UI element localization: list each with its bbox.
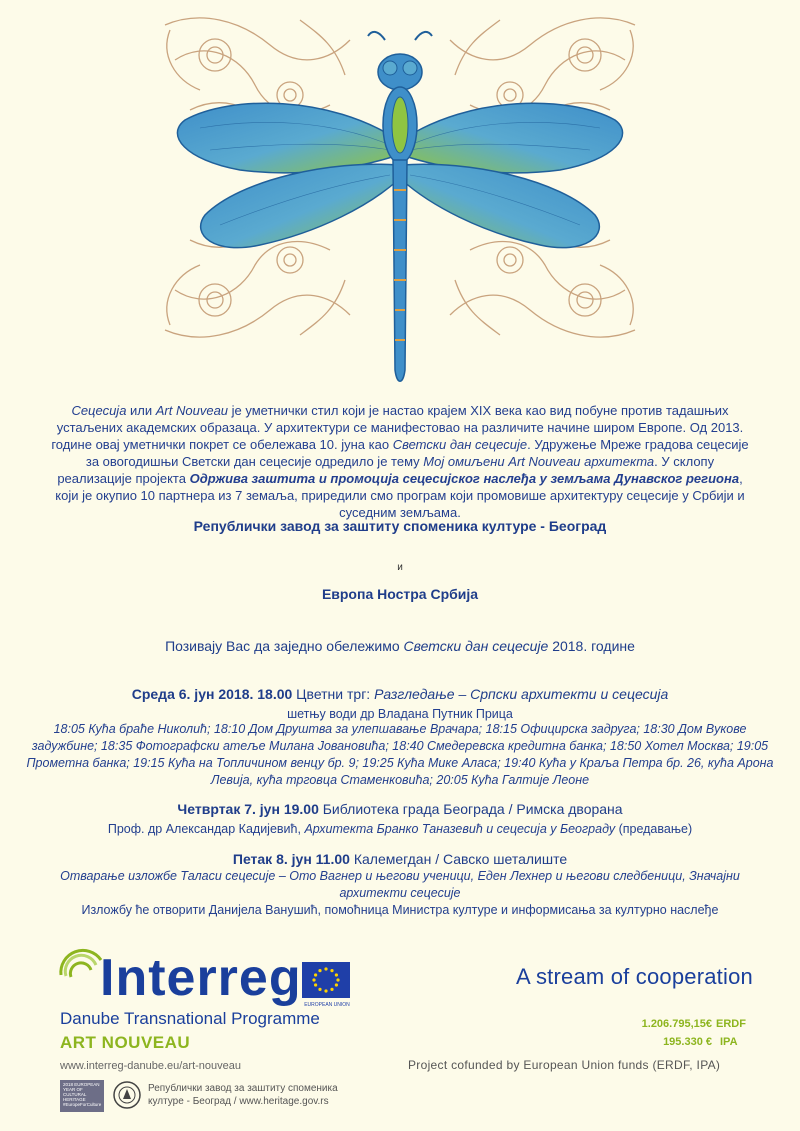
intro-term-secession: Сецесија xyxy=(71,403,127,418)
invitation-text-2: 2018. године xyxy=(548,638,635,654)
erdf-amount: 1.206.795,15€ xyxy=(641,1018,712,1030)
event-2-lecture-title: Архитекта Бранко Таназевић и сецесија у Београду xyxy=(304,822,616,836)
invitation-event-name: Светски дан сецесије xyxy=(403,638,549,654)
event-2-type: (предавање) xyxy=(615,822,693,836)
event-3-date: Петак 8. јун 11.00 xyxy=(232,851,350,867)
project-name: ART NOUVEAU xyxy=(60,1033,191,1052)
intro-text-1: или xyxy=(126,403,156,418)
intro-text-5: , који је окупио 10 партнера из 7 земаља, приредили смо програм који промовише архитектуру сецесије у Србији и суседним земљама. xyxy=(55,471,745,520)
intro-text-2: је уметнички стил који је настао крајем XIX века као вид побуне против тадашњих устаљених академских образаца. У архитектури се манифестовао на различите начине широм Европе. Од 2013. године овај уметнички покрет се обележава 10. јуна као xyxy=(51,403,744,452)
eu-flag-icon xyxy=(302,962,350,998)
event-1-stops: 18:05 Кућа браће Николић; 18:10 Дом Друштва за улепшавање Врачара; 18:15 Официрска задруга; 18:30 Дом Вукове задужбине; 18:35 Фотографски атеље Милана Јовановића; 18:40 Смедеревска кредитна банка; 18:50 Хотел Москва; 19:05 Прометна банка; 19:15 Кућа на Топличином венцу бр. 9; 19:25 Кућа Мике Аласа; 19:40 Кућа у Краља Петра бр. 26, кућа Арона Левија, кућа трговца Стаменковића; 20:05 Кућа Галтије Леоне xyxy=(26,722,774,787)
event-2-date: Четвртак 7. јун 19.00 xyxy=(177,801,319,817)
organizer-europa-nostra: Европа Ностра Србија xyxy=(321,586,479,602)
eu-caption: EUROPEAN UNION xyxy=(304,1002,350,1008)
intro-theme: Мој омиљени Art Nouveau архитекта xyxy=(423,454,655,469)
event-2-lecturer: Проф. др Александар Кадијевић, xyxy=(107,822,305,836)
erdf-label: ERDF xyxy=(716,1018,746,1030)
event-3-opening: Изложбу ће отворити Данијела Ванушић, помоћница Министра културе и информисања за културно наслеђе xyxy=(81,903,719,917)
institute-credit xyxy=(148,1082,388,1108)
intro-paragraph xyxy=(50,402,750,521)
institute-seal-icon xyxy=(112,1080,142,1110)
ipa-label: IPA xyxy=(720,1036,738,1048)
event-1-title: Разгледање – Српски архитекти и сецесија xyxy=(374,686,669,702)
invitation-text-1: Позивају Вас да заједно обележимо xyxy=(165,638,404,654)
intro-term-world-day: Светски дан сецесије xyxy=(392,437,528,452)
event-2-place: Библиотека града Београда / Римска дворана xyxy=(318,801,623,817)
european-year-heritage-text: 2018 EUROPEAN YEAR OF CULTURAL HERITAGE #EuropeForCulture xyxy=(63,1082,102,1107)
organizer-institute: Републички завод за заштиту споменика културе - Београд xyxy=(193,518,607,534)
intro-text-3: . Удружење Мреже градова сецесије за овогодишњи Светски дан сецесије одредило је тему xyxy=(85,437,749,469)
event-2-heading xyxy=(0,801,800,817)
event-1-guide: шетњу води др Владана Путник Прица xyxy=(287,707,513,721)
event-3-heading xyxy=(0,851,800,867)
event-1-heading xyxy=(0,686,800,702)
ipa-amount: 195.330 € xyxy=(663,1036,712,1048)
institute-line-2: културе - Београд / www.heritage.gov.rs xyxy=(148,1096,329,1107)
event-2-lecture xyxy=(0,822,800,836)
event-3-place: Калемегдан / Савско шеталиште xyxy=(349,851,568,867)
cofunding-note: Project cofunded by European Union funds (ERDF, IPA) xyxy=(408,1058,721,1072)
tagline: A stream of cooperation xyxy=(516,964,753,989)
programme-name: Danube Transnational Programme xyxy=(60,1009,320,1028)
website-link[interactable]: www.interreg-danube.eu/art-nouveau xyxy=(60,1060,242,1072)
invitation-line xyxy=(0,638,800,654)
intro-term-art-nouveau: Art Nouveau xyxy=(155,403,229,418)
event-1-date: Среда 6. јун 2018. 18.00 xyxy=(131,686,293,702)
intro-text-4: . У склопу реализације пројекта xyxy=(57,454,715,486)
event-3-exhibitions: Отварање изложбе Таласи сецесије – Ото Вагнер и његови ученици, Еден Лехнер и његови следбеници, Значајни архитекти сецесије xyxy=(60,869,740,900)
organizer-conjunction: и xyxy=(397,562,403,573)
dragonfly-illustration xyxy=(0,0,800,395)
interreg-waves-icon xyxy=(56,940,106,980)
interreg-logo-text: Interreg xyxy=(100,949,302,1007)
dragonfly-body xyxy=(368,32,432,381)
event-1-place: Цветни трг: xyxy=(292,686,375,702)
institute-line-1: Републички завод за заштиту споменика xyxy=(148,1083,338,1094)
intro-project-name: Одржива заштита и промоција сецесијског наслеђа у земљама Дунавског региона xyxy=(189,471,740,486)
